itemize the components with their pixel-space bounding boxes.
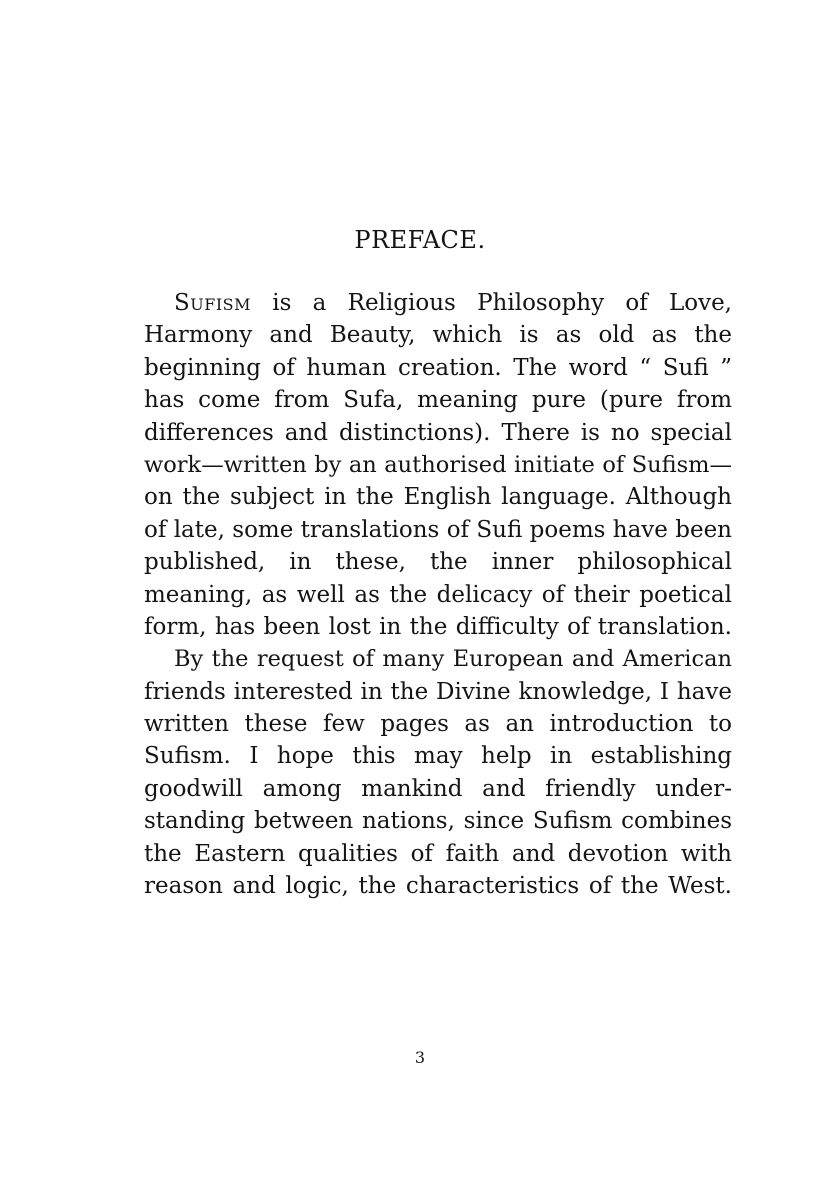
text-line: published, in these, the inner philosophical <box>144 549 732 576</box>
text-line: Sufism. I hope this may help in establishing <box>144 743 732 770</box>
text-line: By the request of many European and American <box>174 646 732 673</box>
text-line: goodwill among mankind and friendly under- <box>144 775 732 802</box>
text-line: work—written by an authorised initiate of Sufism— <box>144 451 732 478</box>
text-line: beginning of human creation. The word “ Sufi ” <box>144 354 732 381</box>
text-line: written these few pages as an introduction to <box>144 711 732 738</box>
text-line: Harmony and Beauty, which is as old as the <box>144 322 732 349</box>
page-number: 3 <box>414 1048 426 1067</box>
text-line: on the subject in the English language. Although <box>144 484 732 511</box>
text-line: differences and distinctions). There is no special <box>144 419 732 446</box>
page-title: PREFACE. <box>354 226 486 254</box>
text-line: friends interested in the Divine knowledge, I have <box>144 678 732 705</box>
text-line: standing between nations, since Sufism combines <box>144 808 732 835</box>
text-line: reason and logic, the characteristics of the West. <box>144 873 732 900</box>
text-line: meaning, as well as the delicacy of their poetical <box>144 581 732 608</box>
text-line <box>144 287 732 319</box>
text-line: of late, some translations of Sufi poems have been <box>144 516 732 543</box>
lead-word: Sufism <box>174 290 252 316</box>
text-line: the Eastern qualities of faith and devotion with <box>144 840 732 867</box>
preface-body <box>144 287 732 902</box>
paragraph-1 <box>144 287 732 643</box>
paragraph-2 <box>144 643 732 902</box>
text-line: form, has been lost in the difficulty of translation. <box>144 613 732 640</box>
line-text: is a Religious Philosophy of Love, <box>251 290 732 316</box>
text-line: has come from Sufa, meaning pure (pure from <box>144 387 732 414</box>
